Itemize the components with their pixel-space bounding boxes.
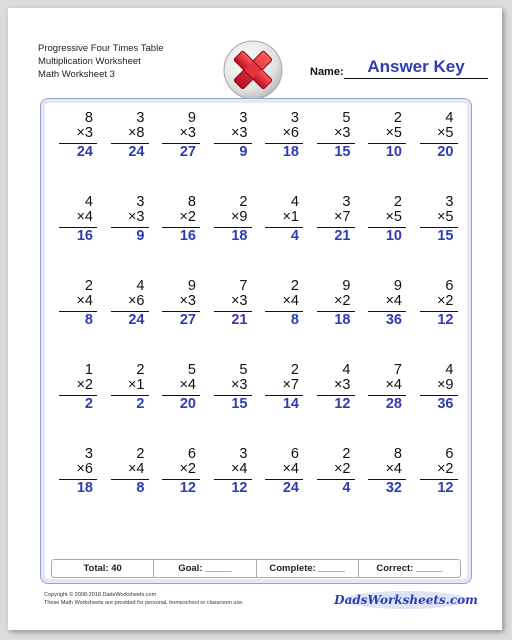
multiplier: ×6 (282, 125, 299, 141)
problem-item (208, 111, 252, 173)
multiplier: ×4 (76, 293, 93, 309)
multiplicand: 4 (445, 110, 454, 126)
answer: 8 (290, 312, 299, 328)
name-label: Name: (310, 66, 344, 78)
problem-item (311, 111, 355, 173)
problem-item (156, 363, 200, 425)
multiplier: ×1 (127, 377, 145, 393)
problem-item (362, 447, 406, 509)
problem-item (105, 279, 149, 341)
problem-item (362, 111, 406, 173)
answer: 18 (231, 228, 248, 244)
multiplier: ×7 (282, 377, 299, 393)
answer: 24 (76, 144, 93, 160)
multiplicand: 9 (187, 110, 196, 126)
problem-item (259, 363, 303, 425)
answer: 20 (437, 144, 454, 160)
multiplicand: 3 (290, 110, 299, 126)
problem-item (208, 195, 252, 257)
score-complete: Complete: _____ (257, 560, 359, 577)
problem-item (156, 195, 200, 257)
problem-item (208, 279, 252, 341)
footer-copyright (44, 592, 244, 607)
worksheet-title (38, 42, 164, 81)
problem-row (53, 447, 459, 509)
answer: 14 (282, 396, 299, 412)
answer: 18 (76, 480, 93, 496)
multiplicand: 2 (136, 446, 145, 462)
answer: 4 (290, 228, 299, 244)
problem-item (53, 111, 97, 173)
problem-item (414, 279, 458, 341)
problem-item (105, 363, 149, 425)
title-line-3: Math Worksheet 3 (38, 69, 115, 80)
problem-item (259, 195, 303, 257)
multiplier: ×4 (230, 461, 248, 477)
multiplicand: 3 (239, 110, 248, 126)
answer: 16 (76, 228, 93, 244)
multiplicand: 9 (342, 278, 351, 294)
answer: 28 (385, 396, 402, 412)
multiplier: ×3 (127, 209, 145, 225)
problem-item (414, 447, 458, 509)
problem-item (105, 195, 149, 257)
problem-item (311, 447, 355, 509)
multiplier: ×4 (76, 209, 93, 225)
problem-item (362, 195, 406, 257)
multiplicand: 2 (84, 278, 93, 294)
multiplier: ×9 (436, 377, 454, 393)
problem-item (208, 363, 252, 425)
answer: 27 (179, 144, 196, 160)
multiplicand: 2 (393, 194, 402, 210)
answer: 18 (334, 312, 351, 328)
answer: 12 (179, 480, 196, 496)
answer: 2 (136, 396, 145, 412)
multiplier: ×2 (333, 461, 351, 477)
multiplicand: 5 (342, 110, 351, 126)
problem-item (414, 195, 458, 257)
answer: 8 (84, 312, 93, 328)
answer: 12 (334, 396, 351, 412)
problem-item (53, 447, 97, 509)
answer: 21 (231, 312, 248, 328)
copyright-text: Copyright © 2008-2018 DadsWorksheets.com (44, 592, 157, 598)
problem-item (156, 111, 200, 173)
problem-row (53, 195, 459, 257)
problem-item (156, 447, 200, 509)
multiplicand: 3 (136, 110, 145, 126)
answer: 36 (385, 312, 402, 328)
problem-item (259, 279, 303, 341)
answer: 12 (437, 480, 454, 496)
answer: 16 (179, 228, 196, 244)
name-value: Answer Key (367, 57, 465, 76)
multiplier: ×3 (230, 377, 248, 393)
multiplicand: 2 (290, 362, 299, 378)
multiplicand: 3 (239, 446, 248, 462)
multiplicand: 4 (342, 362, 351, 378)
answer: 15 (437, 228, 454, 244)
answer: 27 (179, 312, 196, 328)
multiplier: ×5 (436, 209, 454, 225)
problem-item (362, 279, 406, 341)
multiplier: ×2 (179, 209, 196, 225)
multiplier: ×3 (230, 125, 248, 141)
multiplier: ×5 (436, 125, 454, 141)
problem-item (156, 279, 200, 341)
problem-item (208, 447, 252, 509)
multiplier: ×4 (179, 377, 196, 393)
answer: 36 (437, 396, 454, 412)
answer: 18 (282, 144, 299, 160)
multiplicand: 7 (239, 278, 248, 294)
multiplicand: 4 (84, 194, 93, 210)
answer: 12 (437, 312, 454, 328)
score-bar (51, 559, 461, 578)
multiplicand: 3 (136, 194, 145, 210)
problem-item (311, 195, 355, 257)
multiplier: ×6 (127, 293, 145, 309)
answer: 10 (385, 144, 402, 160)
multiplier: ×4 (282, 461, 299, 477)
multiplicand: 2 (393, 110, 402, 126)
multiplicand: 3 (342, 194, 351, 210)
multiplicand: 1 (84, 362, 93, 378)
problem-item (259, 111, 303, 173)
multiplier: ×2 (179, 461, 196, 477)
answer: 2 (84, 396, 93, 412)
answer: 8 (136, 480, 145, 496)
title-line-2: Multiplication Worksheet (38, 56, 141, 67)
red-x-icon (222, 39, 284, 101)
problem-row (53, 363, 459, 425)
answer: 15 (334, 144, 351, 160)
name-field (310, 52, 488, 82)
multiplicand: 6 (445, 278, 454, 294)
multiplier: ×4 (127, 461, 145, 477)
problem-item (362, 363, 406, 425)
multiplier: ×3 (333, 125, 351, 141)
score-goal: Goal: _____ (154, 560, 256, 577)
answer: 9 (239, 144, 248, 160)
score-correct: Correct: _____ (376, 563, 443, 574)
problem-row (53, 279, 459, 341)
multiplicand: 2 (342, 446, 351, 462)
problem-item (259, 447, 303, 509)
answer: 24 (128, 312, 145, 328)
multiplicand: 8 (84, 110, 93, 126)
multiplier: ×5 (385, 209, 402, 225)
multiplier: ×4 (385, 377, 402, 393)
usage-text: These Math Worksheets are provided for personal, homeschool or classroom use. (44, 599, 244, 606)
brand-logo (334, 588, 478, 610)
problem-row (53, 111, 459, 173)
title-line-1: Progressive Four Times Table (38, 43, 164, 54)
answer: 24 (128, 144, 145, 160)
answer: 15 (231, 396, 248, 412)
multiplicand: 3 (84, 446, 93, 462)
problem-item (53, 195, 97, 257)
answer: 20 (179, 396, 196, 412)
problem-item (105, 447, 149, 509)
multiplicand: 4 (136, 278, 145, 294)
problem-item (311, 363, 355, 425)
multiplier: ×5 (385, 125, 402, 141)
multiplicand: 7 (393, 362, 402, 378)
name-underline (344, 78, 488, 79)
answer: 9 (136, 228, 145, 244)
multiplicand: 3 (445, 194, 454, 210)
answer: 21 (334, 228, 351, 244)
multiplier: ×4 (385, 293, 402, 309)
problem-item (414, 111, 458, 173)
multiplier: ×2 (76, 377, 93, 393)
multiplicand: 9 (393, 278, 402, 294)
problems-grid (53, 111, 459, 531)
score-total: Total: 40 (52, 560, 154, 577)
multiplicand: 5 (187, 362, 196, 378)
multiplicand: 4 (290, 194, 299, 210)
multiplicand: 5 (239, 362, 248, 378)
multiplicand: 2 (290, 278, 299, 294)
multiplier: ×8 (127, 125, 145, 141)
problem-item (53, 363, 97, 425)
multiplier: ×7 (333, 209, 351, 225)
multiplier: ×3 (230, 293, 248, 309)
answer: 4 (342, 480, 351, 496)
multiplier: ×3 (333, 377, 351, 393)
answer: 12 (231, 480, 248, 496)
multiplier: ×6 (76, 461, 93, 477)
problem-item (105, 111, 149, 173)
multiplier: ×1 (282, 209, 299, 225)
multiplier: ×2 (436, 461, 454, 477)
multiplier: ×2 (436, 293, 454, 309)
multiplicand: 8 (187, 194, 196, 210)
answer: 10 (385, 228, 402, 244)
answer: 32 (385, 480, 402, 496)
multiplicand: 6 (445, 446, 454, 462)
worksheet-page (8, 8, 502, 630)
multiplier: ×3 (179, 125, 196, 141)
multiplier: ×3 (179, 293, 196, 309)
multiplicand: 9 (187, 278, 196, 294)
multiplicand: 2 (136, 362, 145, 378)
multiplicand: 4 (445, 362, 454, 378)
problem-item (414, 363, 458, 425)
brand-text: DadsWorksheets.com (334, 593, 478, 607)
multiplier: ×4 (282, 293, 299, 309)
multiplier: ×9 (230, 209, 248, 225)
multiplier: ×2 (333, 293, 351, 309)
multiplier: ×4 (385, 461, 402, 477)
multiplicand: 2 (239, 194, 248, 210)
problem-item (53, 279, 97, 341)
problems-frame (40, 98, 472, 584)
multiplier: ×3 (76, 125, 93, 141)
problem-item (311, 279, 355, 341)
answer: 24 (282, 480, 299, 496)
multiplicand: 6 (187, 446, 196, 462)
multiplicand: 8 (393, 446, 402, 462)
multiplicand: 6 (290, 446, 299, 462)
